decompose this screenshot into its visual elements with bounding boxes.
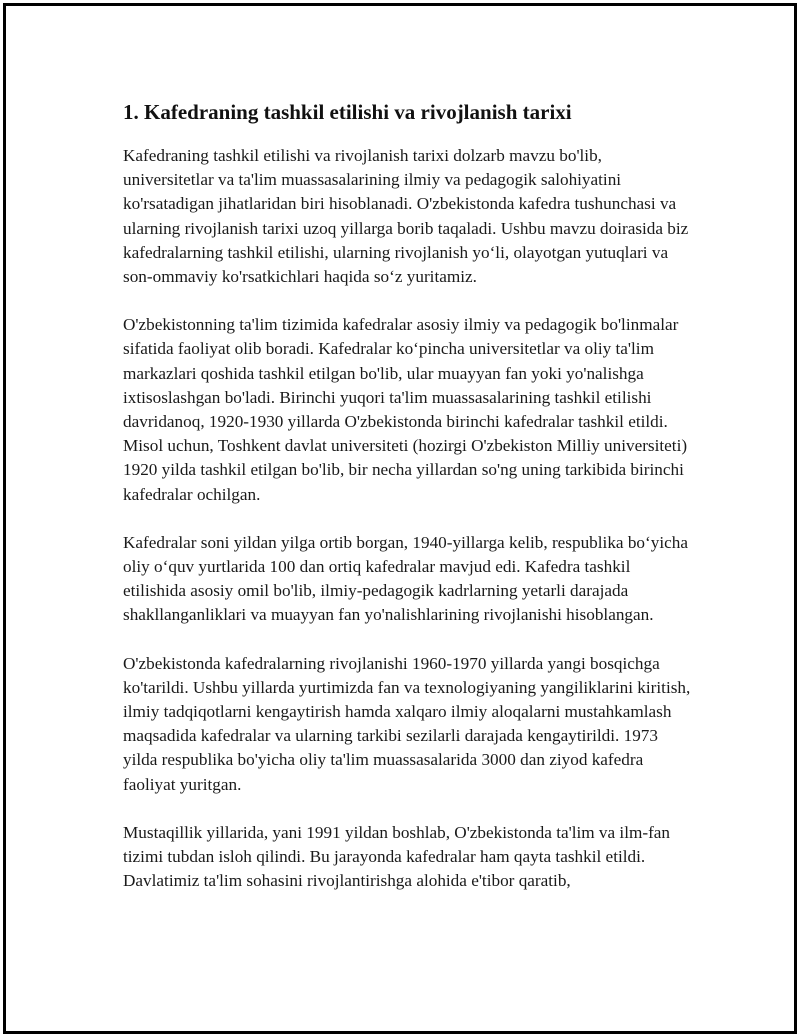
paragraph-4: O'zbekistonda kafedralarning rivojlanishi 1960-1970 yillarda yangi bosqichga ko'tarildi. Ushbu yillarda yurtimizda fan va texnologiyaning yangiliklarini kiritish, ilmiy tadqiqotlarni kengaytirish hamda xalqaro ilmiy aloqalarni mustahkamlash maqsadida kafedralar va ularning tarkibi sezilarli darajada kengaytirildi. 1973 yilda respublika bo'yicha oliy ta'lim muassasalarida 3000 dan ziyod kafedra faoliyat yuritgan. bbox=[123, 653, 691, 794]
paragraph-1: Kafedraning tashkil etilishi va rivojlanish tarixi dolzarb mavzu bo'lib, universitetlar va ta'lim muassasalarining ilmiy va pedagogik salohiyatini ko'rsatadigan jihatlaridan biri hisoblanadi. O'zbekistonda kafedra tushunchasi va ularning rivojlanish tarixi uzoq yillarga borib taqaladi. Ushbu mavzu doirasida biz kafedralarning tashkil etilishi, ularning rivojlanish yoʻli, olayotgan yutuqlari va son-ommaviy ko'rsatkichlari haqida soʻz yuritamiz. bbox=[123, 146, 689, 287]
paragraph-3: Kafedralar soni yildan yilga ortib borgan, 1940-yillarga kelib, respublika boʻyicha oliy oʻquv yurtlarida 100 dan ortiq kafedralar mavjud edi. Kafedra tashkil etilishida asosiy omil bo'lib, ilmiy-pedagogik kadrlarning yetarli darajada shakllanganliklari va muayyan fan yo'nalishlarining rivojlanishi hisoblangan. bbox=[123, 532, 688, 625]
paragraph-2: O'zbekistonning ta'lim tizimida kafedralar asosiy ilmiy va pedagogik bo'linmalar sifatida faoliyat olib boradi. Kafedralar koʻpincha universitetlar va oliy ta'lim markazlari qoshida tashkil etilgan bo'lib, ular muayyan fan yoki yo'nalishga ixtisoslashgan bo'ladi. Birinchi yuqori ta'lim muassasalarining tashkil etilishi davridanoq, 1920-1930 yillarda O'zbekistonda birinchi kafedralar tashkil etildi. Misol uchun, Toshkent davlat universiteti (hozirgi O'zbekiston Milliy universiteti) 1920 yilda tashkil etilgan bo'lib, bir necha yillardan so'ng uning tarkibida birinchi kafedralar ochilgan. bbox=[123, 315, 688, 504]
page-frame bbox=[3, 3, 797, 1034]
document-body bbox=[123, 98, 693, 917]
paragraph-5: Mustaqillik yillarida, yani 1991 yildan boshlab, O'zbekistonda ta'lim va ilm-fan tizimi tubdan isloh qilindi. Bu jarayonda kafedralar ham qayta tashkil etildi. Davlatimiz ta'lim sohasini rivojlantirishga alohida e'tibor qaratib, bbox=[123, 822, 671, 891]
section-heading: 1. Kafedraning tashkil etilishi va rivojlanish tarixi bbox=[123, 100, 572, 124]
